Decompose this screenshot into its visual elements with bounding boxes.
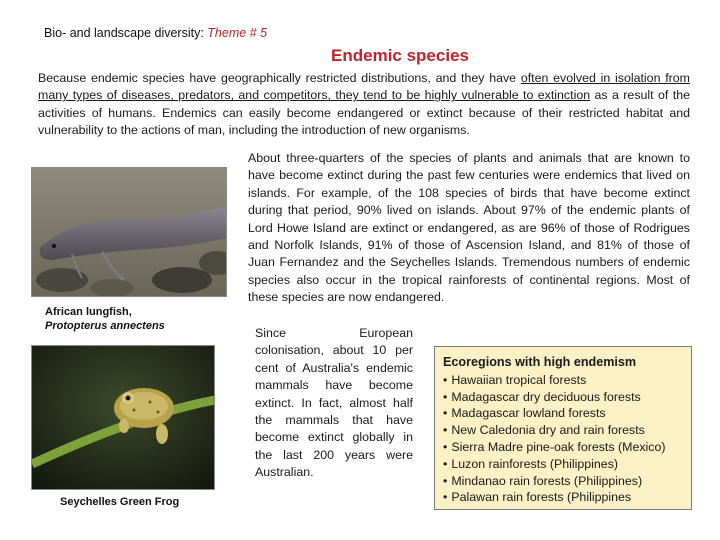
list-item: • Madagascar dry deciduous forests [443, 389, 683, 406]
header-theme: Theme # 5 [207, 26, 268, 40]
list-item: • Sierra Madre pine-oak forests (Mexico) [443, 439, 683, 456]
list-item: • Mindanao rain forests (Philippines) [443, 473, 683, 490]
list-item: • Luzon rainforests (Philippines) [443, 456, 683, 473]
list-item: • New Caledonia dry and rain forests [443, 422, 683, 439]
ecoregions-list [443, 372, 683, 506]
islands-paragraph: About three-quarters of the species of plants and animals that are known to have become extinct during the past few centuries were endemics that lived on islands. For example, of the 108 species of birds that have become extinct during that period, 90% lived on islands. About 97% of the endemic plants of Lord Howe Island are extinct or endangered, as are 96% of those of Rodrigues and Norfolk Islands, 91% of those of Ascension Island, and 81% of those of Juan Fernandez and the Seychelles Islands. Tremendous numbers of endemic species also occur in the tropical rainforests of continental regions. Most of these species are now endangered. [248, 151, 690, 305]
underlined-phrase: often evolved in isolation from many types of diseases, predators, and competitors, they tend to be highly vulnerable to extinction [38, 71, 691, 103]
header-prefix: Bio- and landscape diversity: [44, 26, 208, 40]
list-item: • Hawaiian tropical forests [443, 372, 683, 389]
slide-title: Endemic species [331, 46, 469, 65]
frog-caption: Seychelles Green Frog [60, 496, 180, 508]
ecoregions-box [434, 346, 692, 510]
list-item: • Palawan rain forests (Philippines [443, 489, 683, 506]
frog-photo [31, 345, 215, 490]
ecoregions-heading: Ecoregions with high endemism [443, 355, 637, 369]
lungfish-caption: African lungfish, Protopterus annectens [45, 306, 165, 332]
lungfish-photo [31, 167, 227, 297]
australia-paragraph: Since European colonisation, about 10 per cent of Australia's endemic mammals have become extinct. In fact, almost half the mammals that have become extinct globally in the last 200 years were Australian. [255, 326, 413, 480]
intro-paragraph: Because endemic species have geographically restricted distributions, and they have often evolved in isolation from many types of diseases, predators, and competitors, they tend to be highly vulnerable to extinction as a result of the activities of humans. Endemics can easily become endangered or extinct because of their restricted habitat and vulnerability to the actions of man, including the introduction of new organisms. [38, 71, 691, 138]
list-item: • Madagascar lowland forests [443, 405, 683, 422]
slide-header [44, 26, 267, 40]
